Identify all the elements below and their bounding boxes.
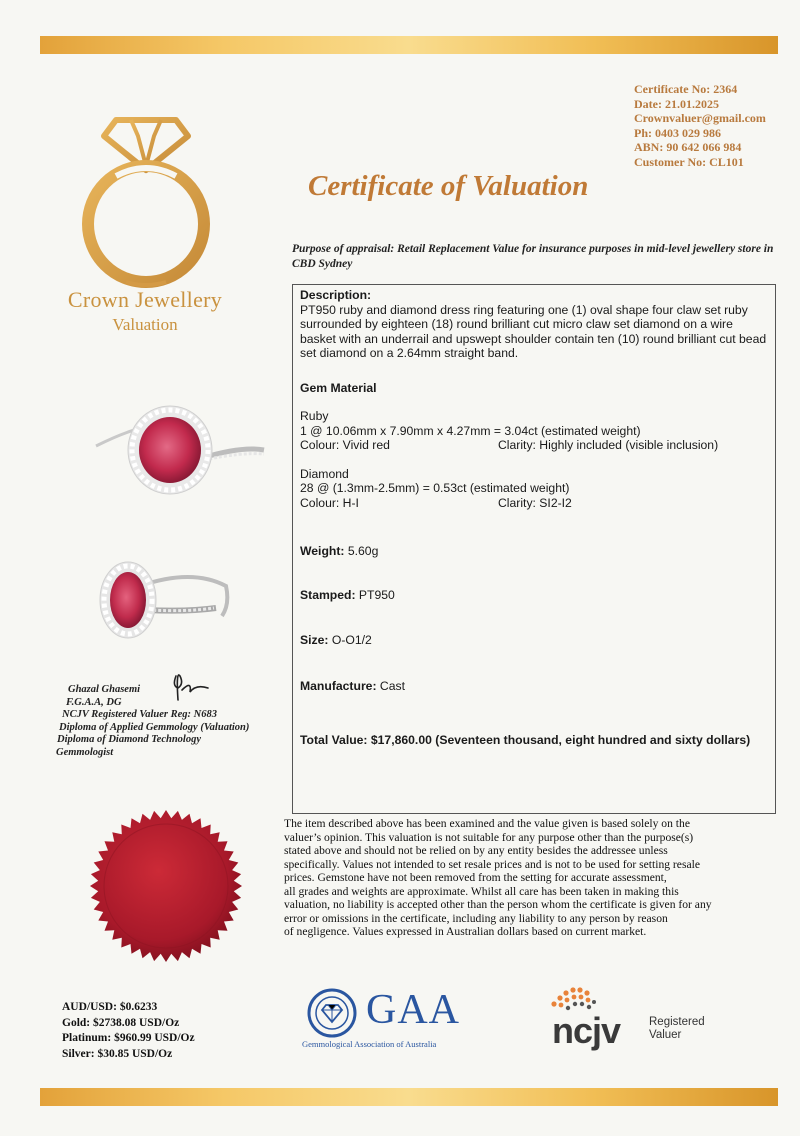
diamond-clarity: Clarity: SI2-I2	[498, 495, 572, 510]
valuer-diploma-gemmology: Diploma of Applied Gemmology (Valuation)	[59, 721, 250, 733]
red-wax-seal-icon	[88, 808, 244, 964]
rate-aud-usd: AUD/USD: $0.6233	[62, 1001, 158, 1013]
contact-email: Crownvaluer@gmail.com	[634, 111, 766, 125]
weight-label: Weight:	[300, 544, 345, 558]
ruby-measure: 1 @ 10.06mm x 7.90mm x 4.27mm = 3.04ct (estimated weight)	[300, 423, 641, 438]
stamped-value: PT950	[358, 587, 395, 602]
disclaimer-line: prices. Gemstone have not been removed from the setting for accurate assessment,	[284, 871, 667, 884]
description-label: Description:	[300, 288, 372, 302]
valuer-registration: NCJV Registered Valuer Reg: N683	[62, 709, 217, 721]
brand-name: Crown Jewellery	[67, 287, 223, 312]
disclaimer-line: specifically. Values not intended to set resale prices and is not to be used for setting resale	[284, 857, 700, 871]
valuer-qualifications: F.G.A.A, DG	[66, 696, 122, 708]
ncjv-wordmark: ncjv	[552, 1010, 621, 1051]
manufacture-line	[300, 679, 767, 694]
top-gold-bar	[40, 36, 778, 54]
crown-ring-logo-icon	[76, 114, 216, 294]
total-value: Total Value: $17,860.00 (Seventeen thousand, eight hundred and sixty dollars)	[300, 733, 751, 747]
brand-block	[28, 287, 262, 335]
document-title: Certificate of Valuation	[308, 170, 589, 202]
weight-line	[300, 544, 767, 559]
disclaimer-line: of negligence. Values expressed in Australian dollars based on current market.	[284, 925, 647, 938]
stamped-line	[300, 588, 767, 603]
disclaimer-line: all grades and weights are approximate. Whilst all care has been taken in making this	[284, 884, 679, 898]
customer-number: Customer No: CL101	[634, 154, 744, 169]
ncjv-valuer: Valuer	[649, 1028, 682, 1041]
gaa-logo	[300, 986, 480, 1052]
ncjv-logo	[540, 982, 730, 1052]
gem-material-label: Gem Material	[300, 380, 377, 395]
diamond-measure: 28 @ (1.3mm-2.5mm) = 0.53ct (estimated weight)	[300, 481, 570, 495]
ncjv-registered: Registered	[649, 1016, 705, 1028]
disclaimer-line: valuation, no liability is accepted other than the person whom the certificate is given for any	[284, 898, 712, 911]
certificate-number: Certificate No: 2364	[634, 82, 738, 96]
metal-rates	[62, 1000, 195, 1062]
disclaimer-line: valuer’s opinion. This valuation is not suitable for any purpose other than the purpose(s)	[284, 830, 694, 844]
valuer-title: Gemmologist	[56, 746, 114, 758]
appraisal-purpose: Purpose of appraisal: Retail Replacement Value for insurance purposes in mid-level jewellery store in CBD Sydney	[292, 243, 774, 270]
disclaimer-text	[284, 817, 782, 939]
rate-gold: Gold: $2738.08 USD/Oz	[62, 1016, 180, 1029]
size-value: O-O1/2	[331, 633, 372, 647]
rate-silver: Silver: $30.85 USD/Oz	[62, 1047, 173, 1060]
valuer-diploma-diamond: Diploma of Diamond Technology	[57, 734, 201, 746]
weight-value: 5.60g	[347, 544, 379, 558]
disclaimer-line: error or omissions in the certificate, including any liability to any person by reason	[284, 911, 668, 925]
diamond-colour: Colour: H-I	[300, 495, 359, 510]
stamped-label: Stamped:	[300, 587, 356, 602]
ncjv-registered-valuer	[649, 1016, 705, 1041]
brand-subtitle: Valuation	[112, 315, 178, 334]
bottom-gold-bar	[40, 1088, 778, 1106]
manufacture-label: Manufacture:	[300, 678, 377, 693]
disclaimer-line: stated above and should not be relied on by any entity besides the addressee unless	[284, 844, 668, 857]
abn-number: ABN: 90 642 066 984	[634, 140, 742, 154]
ruby-colour: Colour: Vivid red	[300, 438, 390, 452]
ring-photo-side	[92, 556, 232, 646]
gaa-emblem-icon	[304, 988, 360, 1038]
size-label: Size:	[300, 633, 329, 647]
manufacture-value: Cast	[379, 678, 405, 693]
gaa-wordmark: GAA	[366, 987, 460, 1033]
ruby-clarity: Clarity: Highly included (visible inclusion)	[498, 438, 719, 452]
diamond-name: Diamond	[300, 466, 349, 481]
valuer-name: Ghazal Ghasemi	[68, 684, 141, 695]
rate-platinum: Platinum: $960.99 USD/Oz	[62, 1032, 195, 1044]
certificate-date: Date: 21.01.2025	[634, 96, 719, 111]
valuer-credentials	[56, 684, 288, 760]
ruby-name: Ruby	[300, 409, 329, 423]
size-line	[300, 633, 767, 648]
ring-photo-top	[92, 398, 268, 498]
valuation-details-box	[292, 284, 776, 814]
gaa-tagline: Gemmological Association of Australia	[302, 1039, 437, 1049]
disclaimer-line: The item described above has been examined and the value given is based solely on the	[284, 817, 690, 830]
contact-phone: Ph: 0403 029 986	[634, 125, 721, 140]
description-text: PT950 ruby and diamond dress ring featuring one (1) oval shape four claw set ruby surrounded by eighteen (18) round brilliant cut micro claw set diamond on a wire basket with an underrail and upswept shoulder contain ten (10) round brilliant cut bead set diamond on a 2.64mm straight band.	[300, 302, 767, 360]
certificate-meta	[634, 82, 766, 169]
